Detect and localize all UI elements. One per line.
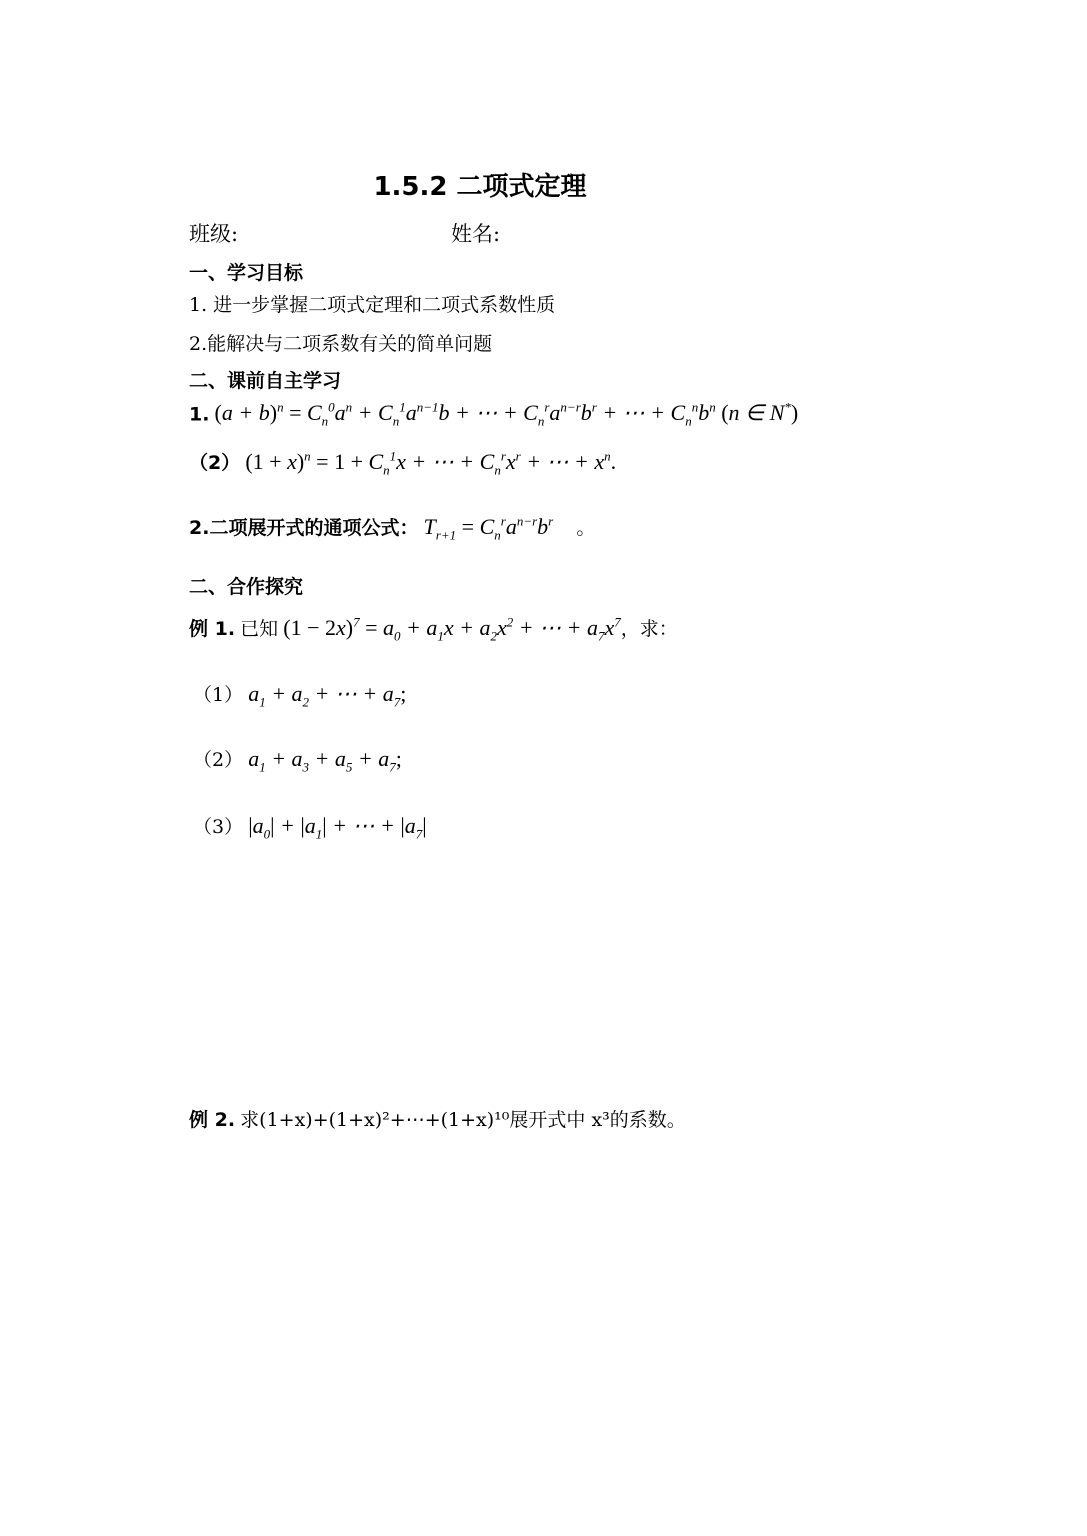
general-term-expression: $T_{r+1} = C_n^ra^{n-r}b^r$ (423, 513, 554, 543)
question-1-number: （1） (193, 684, 244, 706)
formula-number: （2） (189, 452, 241, 474)
section-cooperative-heading: 二、合作探究 (189, 576, 304, 598)
example-2-label: 例 2. (189, 1109, 236, 1131)
binomial-expansion-expression: $(a + b)^n = C_n^0a^n + C_n^1a^{n-1}b$ + ⋯ + $C_n^ra^{n-r}b^r$ + ⋯ + $C_n^nb^n$ (n ∈ N*) (214, 400, 799, 429)
general-term-label: 2.二项展开式的通项公式： (189, 517, 419, 539)
page-title: 1.5.2 二项式定理 (373, 172, 587, 202)
question-2 (193, 745, 402, 775)
example-1-tail: ，求： (620, 618, 678, 640)
binomial-theorem-formula (189, 400, 798, 430)
formula-number: 1. (189, 403, 210, 426)
question-3-expression: $|a_0| + |a_1|$ + ⋯ + $|a_7|$ (248, 813, 427, 842)
example-1-text: 已知 (240, 618, 279, 640)
question-3-number: （3） (193, 816, 244, 838)
goal-item-1: 1. 进一步掌握二项式定理和二项式系数性质 (189, 294, 556, 316)
example-1 (189, 614, 678, 644)
example-2-text: 求(1+x)+(1+x)²+⋯+(1+x)¹⁰展开式中 x³的系数。 (240, 1109, 686, 1131)
example-2 (189, 1105, 686, 1132)
one-plus-x-formula (189, 448, 616, 478)
question-1 (193, 680, 406, 710)
goal-item-2: 2.能解决与二项系数有关的简单问题 (189, 333, 493, 355)
question-3 (193, 812, 427, 842)
one-plus-x-expansion-expression: $(1 + x)^n = 1 + C_n^1x$ + ⋯ + $C_n^rx^r$ + ⋯ + $x^n$. (245, 448, 617, 478)
class-label: 班级: (189, 222, 239, 246)
example-1-label: 例 1. (189, 618, 236, 640)
question-2-expression: $a_1 + a_3 + a_5 + a_7$; (248, 746, 402, 775)
example-1-expression: $(1 - 2x)^7 = a_0 + a_1x + a_2x^2$ + ⋯ + $a_7x^7$ (283, 614, 621, 644)
section-learning-goals-heading: 一、学习目标 (189, 262, 304, 284)
general-term-end: 。 (576, 517, 596, 539)
question-1-expression: $a_1 + a_2$ + ⋯ + $a_7$; (248, 681, 407, 710)
question-2-number: （2） (193, 749, 244, 771)
name-label: 姓名: (451, 222, 501, 246)
section-self-study-heading: 二、课前自主学习 (189, 370, 342, 392)
general-term-formula (189, 513, 595, 543)
